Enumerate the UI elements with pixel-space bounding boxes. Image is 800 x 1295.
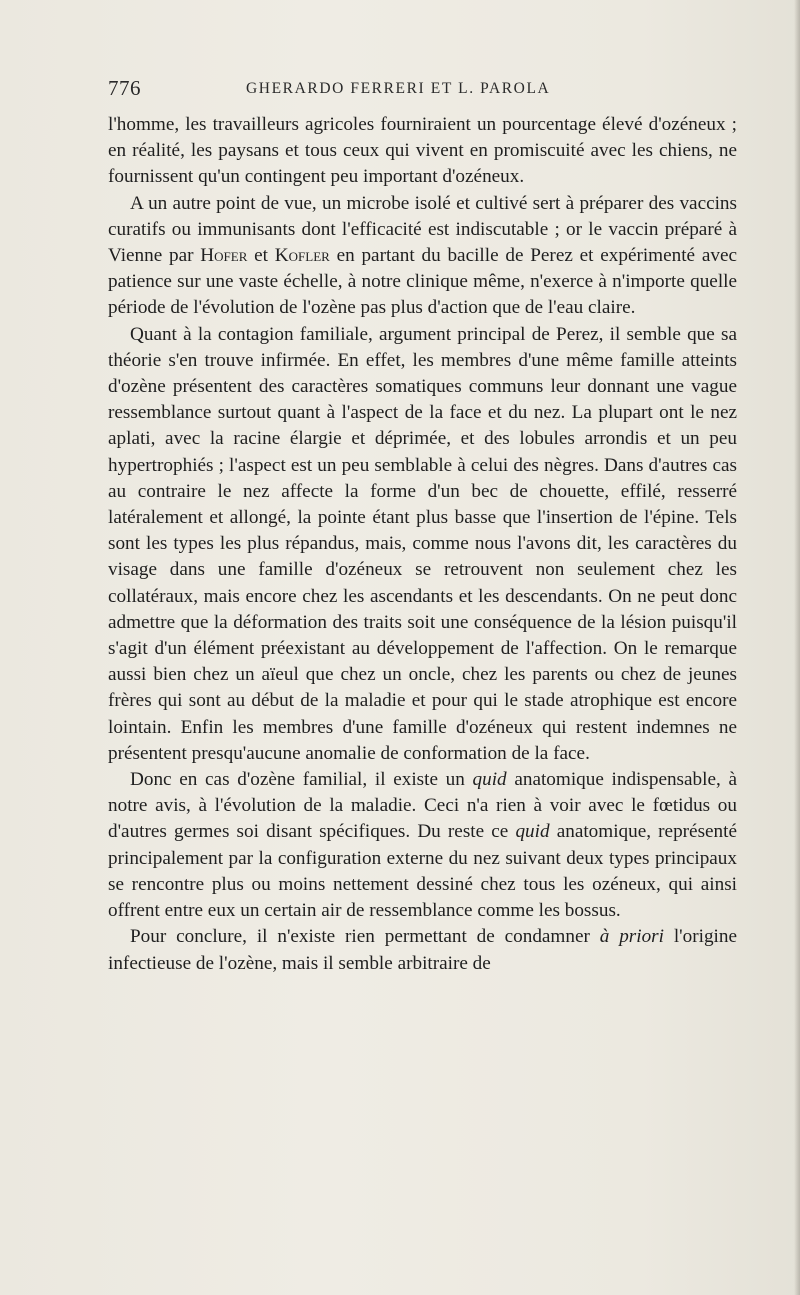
italic-a-priori: à priori (599, 926, 664, 948)
paragraph-3-text: Quant à la contagion familiale, argument principal de Perez, il semble que sa théorie s'en trouve infirmée. En effet, les membres d'une même famille atteints d'ozène présentent des caractères somatiques communs leur donnant une vague ressemblance surtout quant à l'aspect de la face et du nez. La plupart ont le nez aplati, avec la racine élargie et déprimée, et des lobules arrondis et un peu hypertrophiés ; l'aspect est un peu semblable à celui des nègres. Dans d'autres cas au contraire le nez affecte la forme d'un bec de chouette, effilé, resserré latéralement et allongé, la pointe étant plus basse que l'insertion de l'épine. Tels sont les types les plus répandus, mais, comme nous l'avons dit, les caractères du visage dans une famille d'ozéneux se retrouvent non seulement chez les collatéraux, mais encore chez les ascendants et les descendants. On ne peut donc admettre que la déformation des traits soit une conséquence de la lésion puisqu'il s'agit d'un élément préexistant au développement de l'affection. On le remarque aussi bien chez un aïeul que chez un oncle, chez les parents ou chez de jeunes frères qui sont au début de la maladie et pour qui le stade atrophique est encore lointain. Enfin les membres d'une famille d'ozéneux qui restent indemnes ne présentent presqu'aucune anomalie de conformation de la face. (108, 323, 737, 764)
paragraph-2-text-c: en partant du bacille de Perez et expérimenté avec patience sur une vaste échelle, à notre clinique même, n'exerce à n'importe quelle période de l'évolution de l'ozène pas plus d'action que de l'eau claire. (108, 245, 737, 319)
paragraph-2-text-b: et (247, 245, 275, 267)
paragraph-3 (108, 322, 737, 767)
body-text (108, 112, 737, 977)
paragraph-5-text-a: Pour conclure, il n'existe rien permettant de condamner (130, 926, 600, 948)
italic-quid-2: quid (515, 821, 550, 843)
paragraph-4 (108, 767, 737, 924)
page-number: 776 (108, 76, 141, 100)
paragraph-2-text-a: A un autre point de vue, un microbe isolé et cultivé sert à préparer des vaccins curatifs ou immunisants dont l'efficacité est indiscutable ; or le vaccin préparé à Vienne par (108, 192, 737, 267)
italic-quid-1: quid (472, 769, 507, 791)
paragraph-1-text: l'homme, les travailleurs agricoles fourniraient un pourcentage élevé d'ozéneux ; en réalité, les paysans et tous ceux qui vivent en promiscuité avec les chiens, ne fournissent qu'un contingent peu important d'ozéneux. (108, 114, 737, 188)
author-name-kofler: Kofler (274, 245, 330, 267)
paragraph-4-text-a: Donc en cas d'ozène familial, il existe un (130, 769, 473, 791)
paragraph-5 (108, 924, 737, 976)
running-head: GHERARDO FERRERI ET L. PAROLA (246, 80, 551, 97)
page-edge-shadow (794, 0, 800, 1295)
page-header (108, 72, 740, 102)
paragraph-4-text-c: anatomique, représenté principalement par la configuration externe du nez suivant deux types principaux se rencontre plus ou moins nettement dessiné chez tous les ozéneux, qui ainsi offrent entre eux un certain air de ressemblance comme les bossus. (108, 821, 737, 922)
paragraph-4-text-b: anatomique indispensable, à notre avis, à l'évolution de la maladie. Ceci n'a rien à voir avec le fœtidus ou d'autres germes soi disant spécifiques. Du reste ce (108, 769, 737, 843)
paragraph-2 (108, 191, 737, 322)
paragraph-1 (108, 112, 737, 191)
author-name-hofer: Hofer (200, 245, 248, 267)
paragraph-5-text-b: l'origine infectieuse de l'ozène, mais il semble arbitraire de (108, 926, 737, 974)
